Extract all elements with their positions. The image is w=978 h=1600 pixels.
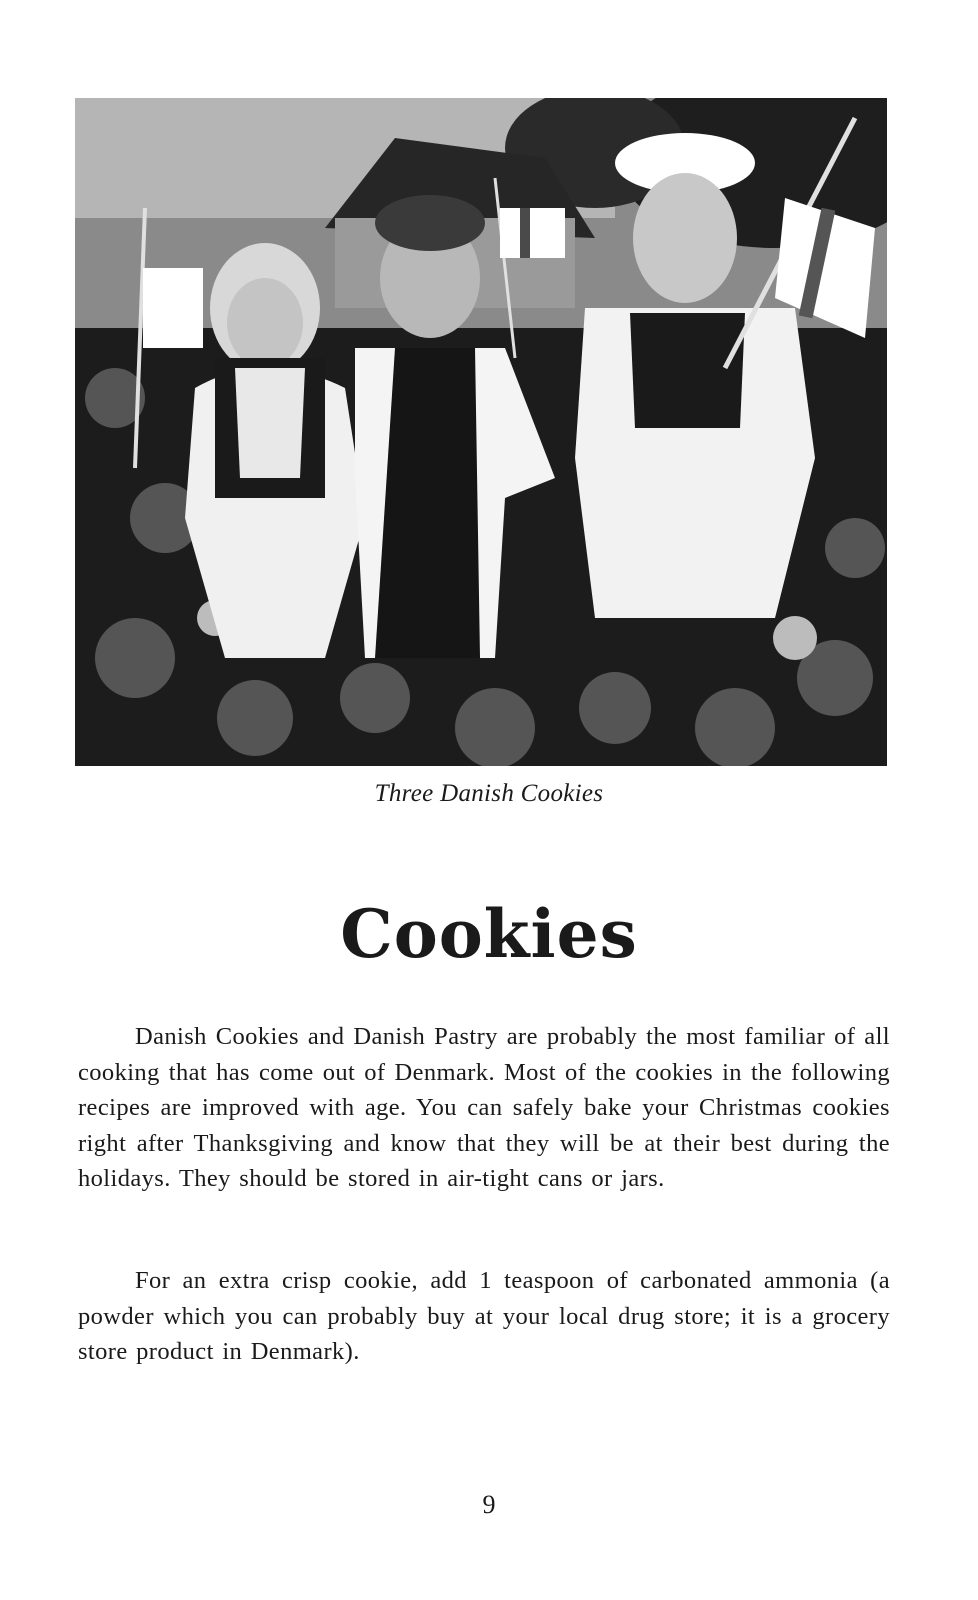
paragraph-intro: Danish Cookies and Danish Pastry are probably the most familiar of all cooking that has come out of Denmark. Most of the cookies in the following recipes are improved with age. You can safely bake your Christmas cookies right after Thanksgiving and know that they will be at their best during the holidays. They should be stored in air-tight cans or jars.	[78, 1023, 890, 1192]
photo-three-children-with-flags	[75, 98, 887, 766]
page-number: 9	[482, 1490, 496, 1519]
photo-caption: Three Danish Cookies	[374, 780, 604, 807]
paragraph-ammonia-tip: For an extra crisp cookie, add 1 teaspoon of carbonated ammonia (a powder which you can probably buy at your local drug store; it is a grocery store product in Denmark).	[78, 1267, 890, 1365]
photo-illustration	[75, 98, 887, 766]
page-title: Cookies	[340, 895, 638, 973]
